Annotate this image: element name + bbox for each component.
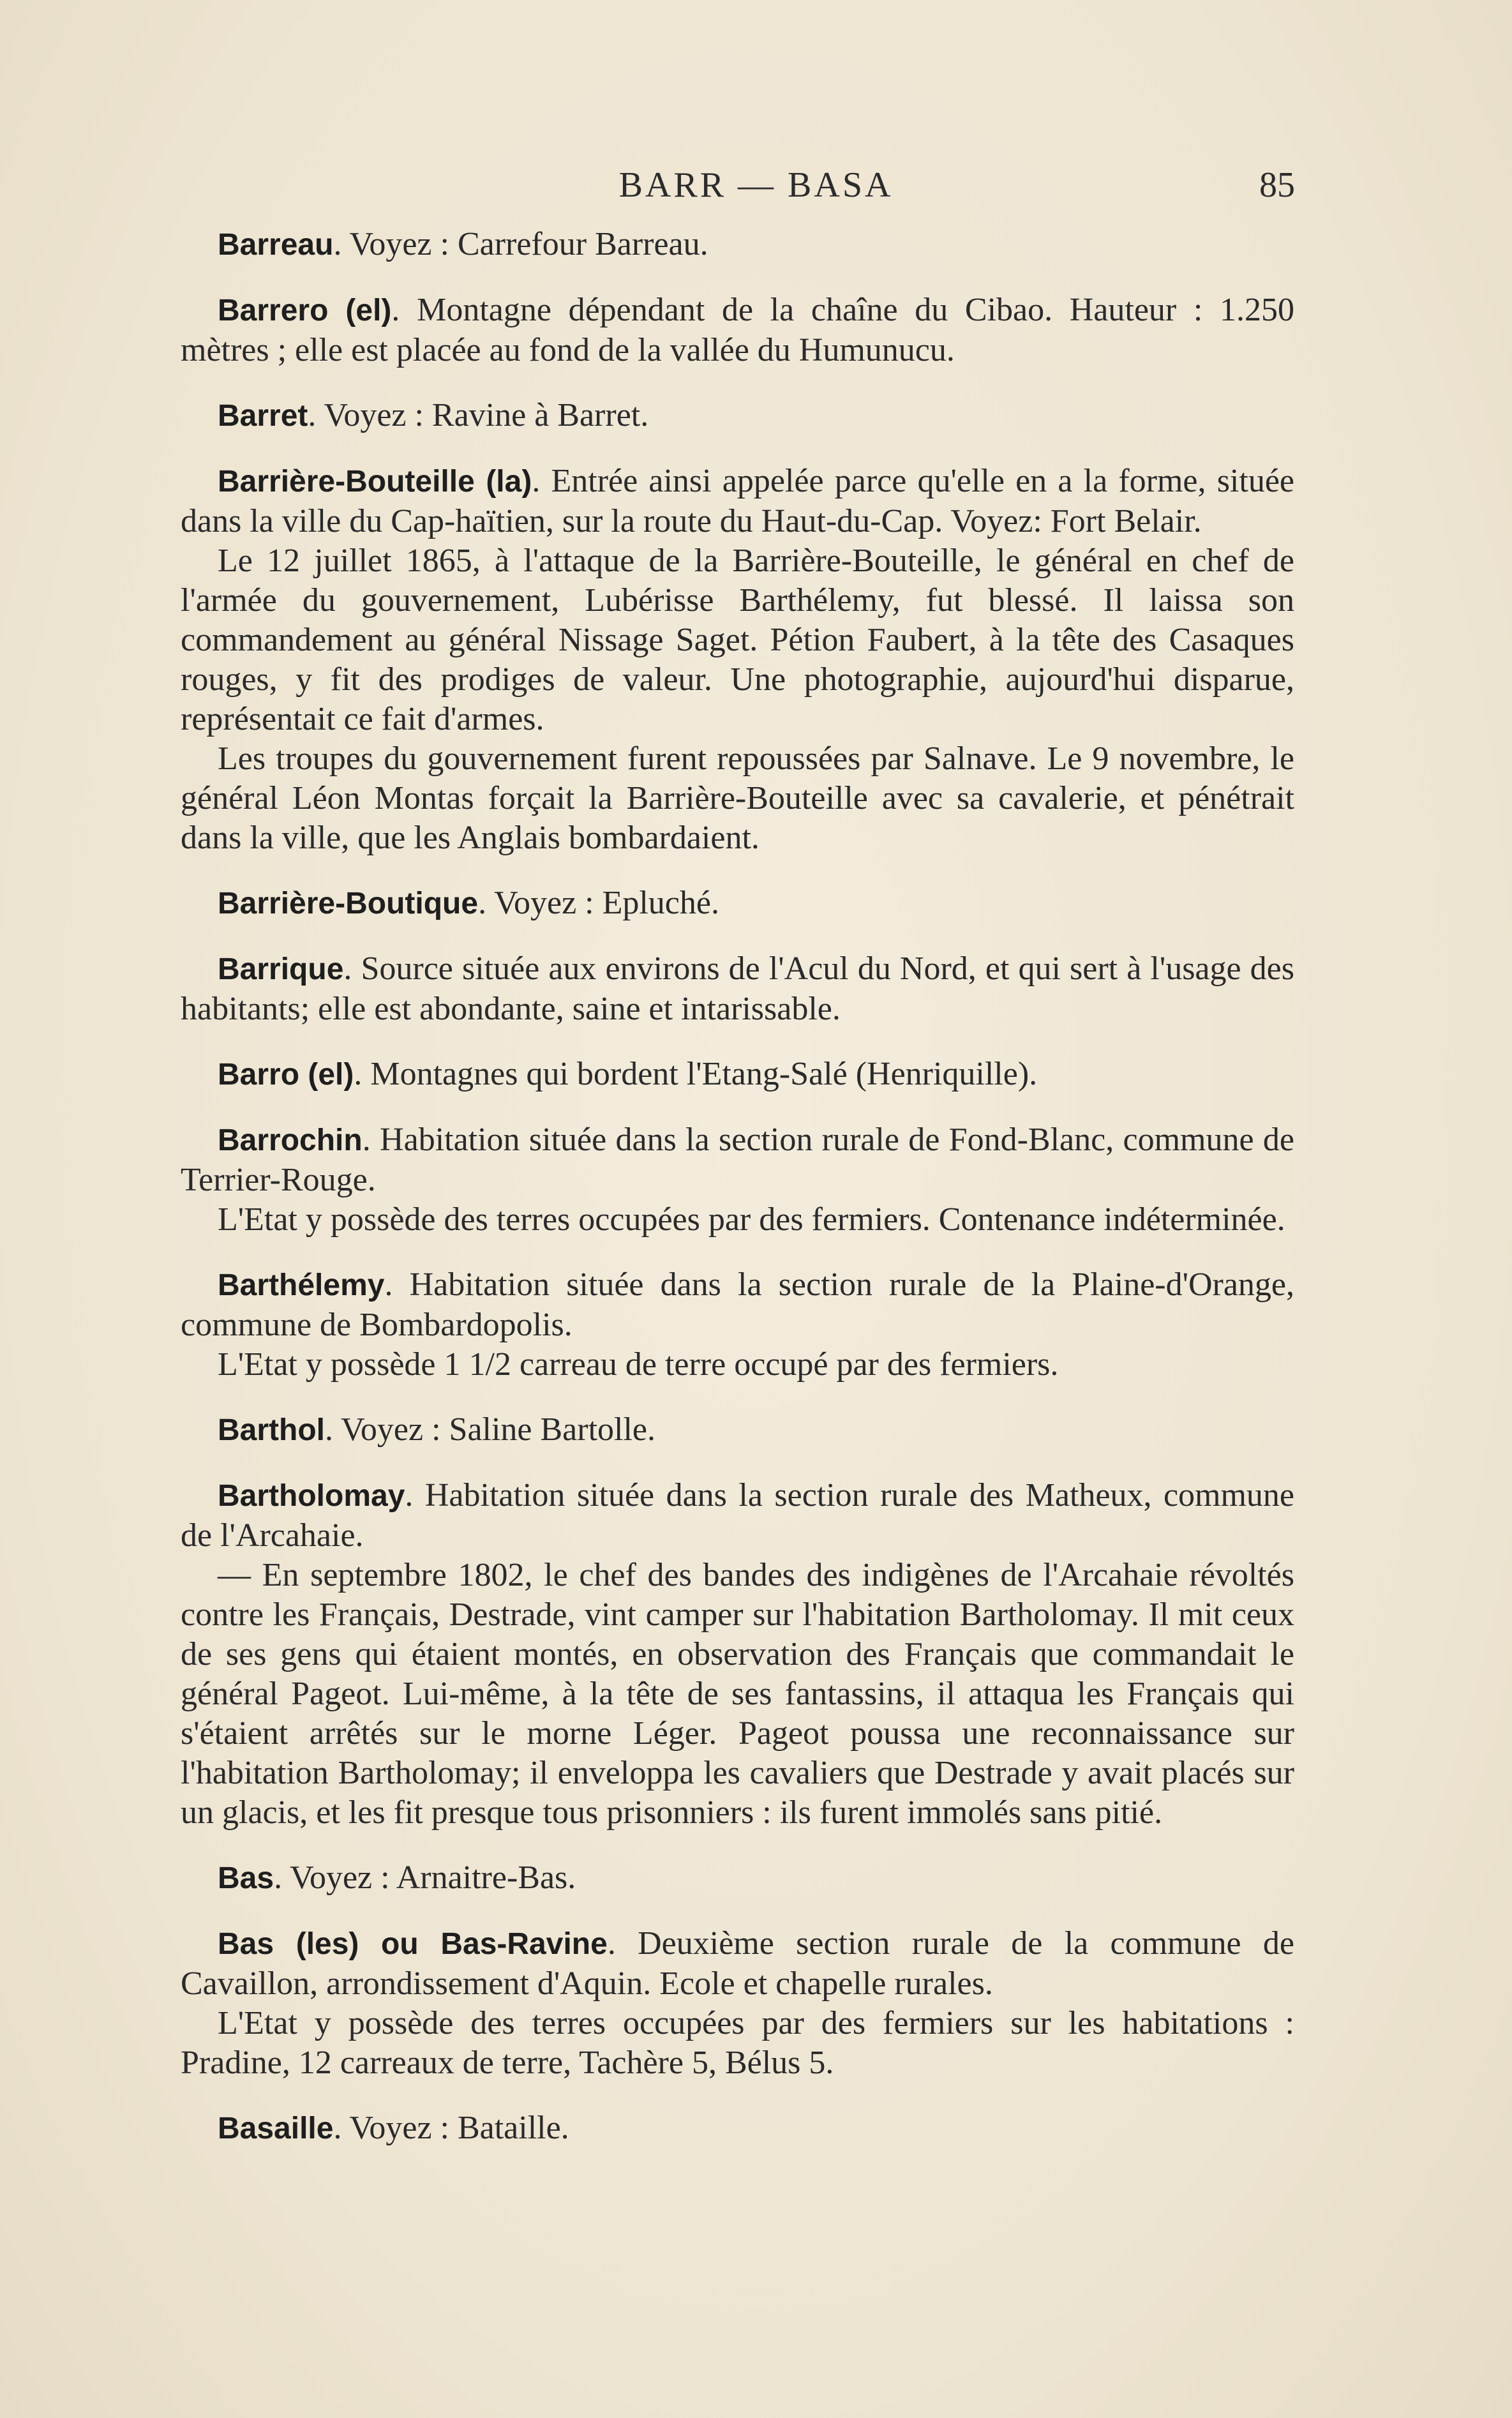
entry-paragraph: L'Etat y possède des terres occupées par des fermiers. Contenance indéterminée. [218, 1201, 1285, 1238]
entry-barret [181, 396, 1294, 436]
entry-text: . Voyez : Epluché. [478, 885, 719, 921]
entry-paragraph: Le 12 juillet 1865, à l'attaque de la Barrière-Bouteille, le général en chef de l'armée du gouvernement, Lubérisse Barthélemy, fut blessé. Il laissa son commandement au général Nissage Saget. Pétion Faubert, à la tête des Casaques rouges, y fit des prodiges de valeur. Une photographie, aujourd'hui disparue, représentait ce fait d'armes. [181, 543, 1294, 737]
entry-text: . Habitation située dans la section rurale des Matheux, commune de l'Arcahaie. [181, 1477, 1294, 1554]
entry-barthelemy [181, 1265, 1294, 1385]
entry-term: Barret [218, 399, 308, 433]
entry-paragraph: L'Etat y possède 1 1/2 carreau de terre occupé par des fermiers. [218, 1346, 1059, 1383]
entry-term: Basaille [218, 2112, 334, 2145]
entry-text: . Habitation située dans la section rurale de la Plaine-d'Orange, commune de Bombardopolis. [181, 1266, 1294, 1343]
running-title: BARR — BASA [618, 165, 894, 205]
entry-term: Barthélemy [218, 1268, 385, 1302]
entry-barrique [181, 949, 1294, 1029]
entry-barriere-bouteille [181, 462, 1294, 858]
entry-barreau [181, 225, 1294, 265]
entry-term: Bas (les) ou Bas-Ravine [218, 1927, 608, 1961]
entry-text: . Source située aux environs de l'Acul du Nord, et qui sert à l'usage des habitants; elle est abondante, saine et intarissable. [181, 950, 1294, 1027]
entry-text: . Habitation située dans la section rurale de Fond-Blanc, commune de Terrier-Rouge. [181, 1122, 1294, 1198]
entry-term: Barthol [218, 1413, 325, 1447]
entry-text: . Voyez : Saline Bartolle. [325, 1411, 655, 1448]
entry-term: Barrochin [218, 1123, 363, 1157]
entry-barrero [181, 290, 1294, 370]
entry-paragraph: — En septembre 1802, le chef des bandes des indigènes de l'Arcahaie révoltés contre les Français, Destrade, vint camper sur l'habitation Bartholomay. Il mit ceux de ses gens qui étaient montés, en observation des Français que commandait le général Pageot. Lui-même, à la tête de ses fantassins, il attaqua les Français qui s'étaient arrêtés sur le morne Léger. Pageot poussa une reconnaissance sur l'habitation Bartholomay; il enveloppa les cavaliers que Destrade y avait placés sur un glacis, et les fit presque tous prisonniers : ils furent immolés sans pitié. [181, 1557, 1294, 1831]
entry-term: Bas [218, 1861, 274, 1895]
entry-text: . Montagnes qui bordent l'Etang-Salé (Henriquille). [354, 1056, 1038, 1092]
entry-barriere-boutique [181, 883, 1294, 924]
entry-barrochin [181, 1120, 1294, 1240]
entry-term: Barro (el) [218, 1058, 354, 1092]
entry-term: Barrique [218, 952, 344, 986]
entry-text: . Montagne dépendant de la chaîne du Cibao. Hauteur : 1.250 mètres ; elle est placée au fond de la vallée du Humunucu. [181, 292, 1295, 368]
page-header [0, 165, 1512, 216]
entry-bas [181, 1858, 1294, 1898]
entry-text: . Voyez : Carrefour Barreau. [333, 226, 708, 262]
entry-text: . Entrée ainsi appelée parce qu'elle en a la forme, située dans la ville du Cap-haïtien, sur la route du Haut-du-Cap. Voyez: Fort Belair. [181, 463, 1294, 539]
entry-term: Bartholomay [218, 1479, 405, 1513]
entry-text: . Voyez : Arnaitre-Bas. [274, 1859, 576, 1896]
page-number: 85 [1259, 165, 1295, 205]
entry-barro [181, 1055, 1294, 1095]
entry-text: . Voyez : Bataille. [333, 2110, 569, 2146]
entry-term: Barrière-Bouteille (la) [218, 465, 532, 499]
entry-bas-ravine [181, 1924, 1294, 2083]
entry-paragraph: L'Etat y possède des terres occupées par des fermiers sur les habitations : Pradine, 12 carreaux de terre, Tachère 5, Bélus 5. [181, 2005, 1294, 2081]
entry-term: Barreau [218, 228, 334, 262]
entry-text: . Deuxième section rurale de la commune de Cavaillon, arrondissement d'Aquin. Ecole et chapelle rurales. [181, 1925, 1295, 2002]
entry-bartholomay [181, 1476, 1294, 1833]
entry-paragraph: Les troupes du gouvernement furent repoussées par Salnave. Le 9 novembre, le général Léon Montas forçait la Barrière-Bouteille avec sa cavalerie, et pénétrait dans la ville, que les Anglais bombardaient. [181, 740, 1294, 856]
entry-barthol [181, 1410, 1294, 1450]
entry-term: Barrero (el) [218, 294, 392, 327]
entries-list [181, 225, 1294, 2174]
entry-term: Barrière-Boutique [218, 887, 479, 920]
entry-text: . Voyez : Ravine à Barret. [308, 397, 649, 433]
entry-basaille [181, 2108, 1294, 2149]
